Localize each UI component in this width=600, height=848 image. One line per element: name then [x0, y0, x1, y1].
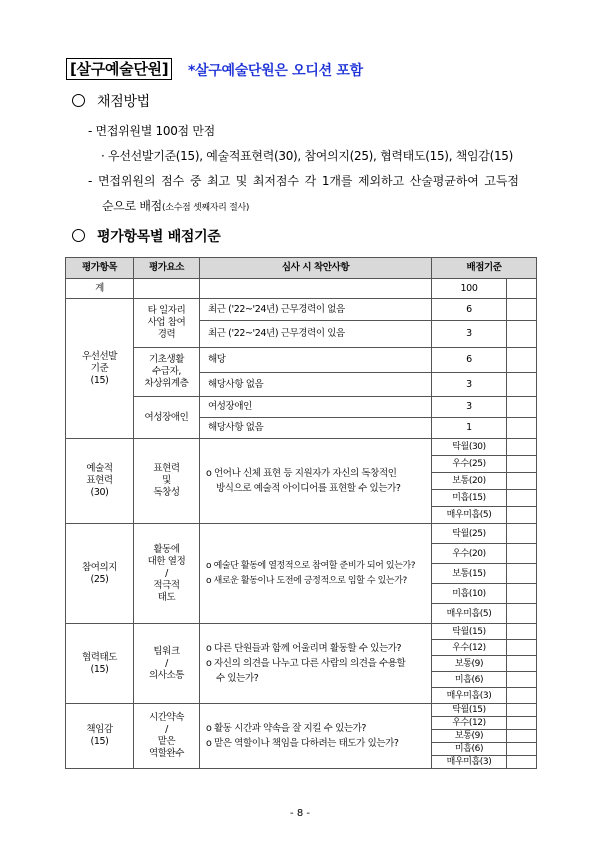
- score-cell: 1: [432, 418, 507, 439]
- header-points: 심사 시 착안사항: [200, 258, 432, 279]
- item-line: (30): [90, 487, 109, 498]
- item-line: 기준: [90, 362, 109, 374]
- scoring-line-1: - 면접위원별 100점 만점: [88, 124, 215, 138]
- section-title-text: [살구예술단원]: [66, 58, 172, 80]
- score-cell: 우수(12): [432, 717, 507, 730]
- score-cell: 3: [432, 373, 507, 397]
- score-cell: 보통(9): [432, 730, 507, 743]
- score-cell: 매우미흡(3): [432, 756, 507, 769]
- score-cell: 미흡(10): [432, 584, 507, 604]
- element-line: /: [165, 724, 168, 735]
- empty-cell: [507, 544, 537, 564]
- element-art: [134, 439, 200, 524]
- criteria-heading-text: 평가항목별 배점기준: [97, 229, 221, 245]
- score-cell: 미흡(6): [432, 672, 507, 688]
- empty-cell: [507, 564, 537, 584]
- point-line: o 활동 시간과 약속을 잘 지킬 수 있는가?: [206, 723, 367, 734]
- item-line: (15): [90, 736, 109, 747]
- element-line: /: [165, 567, 168, 579]
- page-number: - 8 -: [290, 808, 310, 819]
- element-disabled-woman: [134, 397, 200, 439]
- score-cell: 탁월(30): [432, 439, 507, 456]
- table-row: [66, 524, 537, 544]
- scoring-line-4: [102, 197, 249, 214]
- score-cell: 보통(15): [432, 564, 507, 584]
- empty-cell: [507, 756, 537, 769]
- item-will: [66, 524, 134, 624]
- element-coop: [134, 624, 200, 704]
- element-line: 역할완수: [148, 748, 185, 759]
- item-priority: [66, 299, 134, 439]
- point-line: 방식으로 예술적 아이디어를 표현할 수 있는가?: [216, 483, 401, 494]
- element-line: 및: [162, 475, 171, 486]
- element-line: 의사소통: [148, 669, 185, 681]
- circle-bullet-icon: [72, 229, 85, 242]
- point-line: o 새로운 활동이나 도전에 긍정적으로 임할 수 있는가?: [206, 575, 407, 586]
- points-will: [200, 524, 432, 624]
- element-line: 타 일자리: [147, 305, 186, 316]
- score-cell: 3: [432, 397, 507, 418]
- total-empty: [507, 279, 537, 299]
- element-line: 수급자,: [152, 366, 181, 377]
- score-cell: 탁월(25): [432, 524, 507, 544]
- criteria-table: [65, 257, 537, 769]
- element-line: 팀워크: [153, 645, 180, 657]
- empty-cell: [507, 717, 537, 730]
- empty-cell: [507, 688, 537, 704]
- empty-cell: [507, 730, 537, 743]
- element-line: 대한 열정: [147, 555, 186, 567]
- empty-cell: [507, 397, 537, 418]
- criteria-text: 해당: [200, 348, 432, 373]
- point-line: o 맡은 역할이나 책임을 다하려는 태도가 있는가?: [206, 738, 399, 749]
- total-empty: [134, 279, 200, 299]
- section-title: [66, 58, 172, 79]
- empty-cell: [507, 624, 537, 640]
- score-cell: 미흡(6): [432, 743, 507, 756]
- point-line: 수 있는가?: [216, 673, 259, 684]
- element-line: 차상위계층: [144, 378, 189, 389]
- element-line: 여성장애인: [144, 411, 189, 423]
- circle-bullet-icon: [72, 94, 85, 107]
- criteria-text: 해당사항 없음: [200, 418, 432, 439]
- points-coop: [200, 624, 432, 704]
- header-score: 배점기준: [432, 258, 537, 279]
- empty-cell: [507, 524, 537, 544]
- item-line: 우선선발: [81, 350, 118, 362]
- element-line: 표현력: [153, 463, 180, 474]
- score-cell: 우수(25): [432, 456, 507, 473]
- total-score: 100: [432, 279, 507, 299]
- total-empty: [200, 279, 432, 299]
- item-line: 협력태도: [81, 651, 118, 663]
- empty-cell: [507, 584, 537, 604]
- empty-cell: [507, 418, 537, 439]
- table-row: [66, 348, 537, 373]
- table-row: [66, 397, 537, 418]
- empty-cell: [507, 672, 537, 688]
- score-cell: 매우미흡(5): [432, 604, 507, 624]
- table-header-row: [66, 258, 537, 279]
- header-item: 평가항목: [66, 258, 134, 279]
- audition-note: *살구예술단원은 오디션 포함: [188, 63, 363, 79]
- score-cell: 우수(20): [432, 544, 507, 564]
- points-art: [200, 439, 432, 524]
- criteria-heading: [72, 226, 221, 246]
- empty-cell: [507, 743, 537, 756]
- empty-cell: [507, 321, 537, 348]
- score-cell: 미흡(15): [432, 490, 507, 507]
- item-line: (15): [90, 663, 109, 675]
- header-element: 평가요소: [134, 258, 200, 279]
- empty-cell: [507, 640, 537, 656]
- table-row: [66, 439, 537, 456]
- element-line: 적극적: [153, 579, 180, 591]
- criteria-text: 해당사항 없음: [200, 373, 432, 397]
- table-row-total: [66, 279, 537, 299]
- scoring-line-3: - 면접위원의 점수 중 최고 및 최저점수 각 1개를 제외하고 산술평균하여 고득점: [88, 174, 519, 188]
- empty-cell: [507, 604, 537, 624]
- empty-cell: [507, 439, 537, 456]
- empty-cell: [507, 348, 537, 373]
- point-line: o 언어나 신체 표현 등 지원자가 자신의 독창적인: [206, 468, 397, 479]
- item-line: 예술적: [86, 463, 113, 474]
- total-label: 계: [66, 279, 134, 299]
- element-resp: [134, 704, 200, 769]
- empty-cell: [507, 473, 537, 490]
- item-resp: [66, 704, 134, 769]
- table-row: [66, 704, 537, 717]
- item-art: [66, 439, 134, 524]
- element-line: 태도: [157, 591, 176, 603]
- score-cell: 탁월(15): [432, 704, 507, 717]
- item-line: 책임감: [86, 724, 113, 735]
- point-line: o 예술단 활동에 열정적으로 참여할 준비가 되어 있는가?: [206, 560, 416, 571]
- element-line: 기초생활: [148, 354, 185, 365]
- score-cell: 6: [432, 348, 507, 373]
- element-basic-livelihood: [134, 348, 200, 397]
- item-line: 표현력: [86, 475, 113, 486]
- item-coop: [66, 624, 134, 704]
- empty-cell: [507, 299, 537, 321]
- scoring-line-4-small: (소수점 셋째자리 절사): [161, 203, 250, 213]
- element-line: 맡은: [157, 736, 176, 747]
- empty-cell: [507, 490, 537, 507]
- empty-cell: [507, 456, 537, 473]
- element-line: 경력: [157, 329, 176, 340]
- item-line: (25): [90, 573, 109, 585]
- point-line: o 자신의 의견을 나누고 다른 사람의 의견을 수용할: [206, 658, 406, 669]
- scoring-method-heading: [72, 91, 150, 111]
- score-cell: 3: [432, 321, 507, 348]
- table-row: [66, 624, 537, 640]
- criteria-text: 최근 ('22~'24년) 근무경력이 있음: [200, 321, 432, 348]
- item-line: (15): [90, 374, 109, 386]
- criteria-text: 여성장애인: [200, 397, 432, 418]
- scoring-line-2: · 우선선발기준(15), 예술적표현력(30), 참여의지(25), 협력태도(15), 책임감(15): [101, 149, 514, 163]
- score-cell: 6: [432, 299, 507, 321]
- empty-cell: [507, 704, 537, 717]
- table-row: [66, 299, 537, 321]
- scoring-method-heading-text: 채점방법: [97, 94, 150, 110]
- element-line: 사업 참여: [147, 317, 186, 328]
- score-cell: 매우미흡(5): [432, 507, 507, 524]
- element-work-experience: [134, 299, 200, 348]
- score-cell: 매우미흡(3): [432, 688, 507, 704]
- points-resp: [200, 704, 432, 769]
- empty-cell: [507, 373, 537, 397]
- empty-cell: [507, 656, 537, 672]
- element-line: 독창성: [153, 487, 180, 498]
- score-cell: 탁월(15): [432, 624, 507, 640]
- score-cell: 우수(12): [432, 640, 507, 656]
- element-will: [134, 524, 200, 624]
- element-line: 시간약속: [148, 712, 185, 723]
- empty-cell: [507, 507, 537, 524]
- item-line: 참여의지: [81, 561, 118, 573]
- element-line: /: [165, 657, 168, 669]
- score-cell: 보통(9): [432, 656, 507, 672]
- scoring-line-4-main: 순으로 배점: [102, 199, 162, 213]
- point-line: o 다른 단원들과 함께 어울리며 활동할 수 있는가?: [206, 643, 402, 654]
- score-cell: 보통(20): [432, 473, 507, 490]
- criteria-text: 최근 ('22~'24년) 근무경력이 없음: [200, 299, 432, 321]
- element-line: 활동에: [153, 543, 180, 555]
